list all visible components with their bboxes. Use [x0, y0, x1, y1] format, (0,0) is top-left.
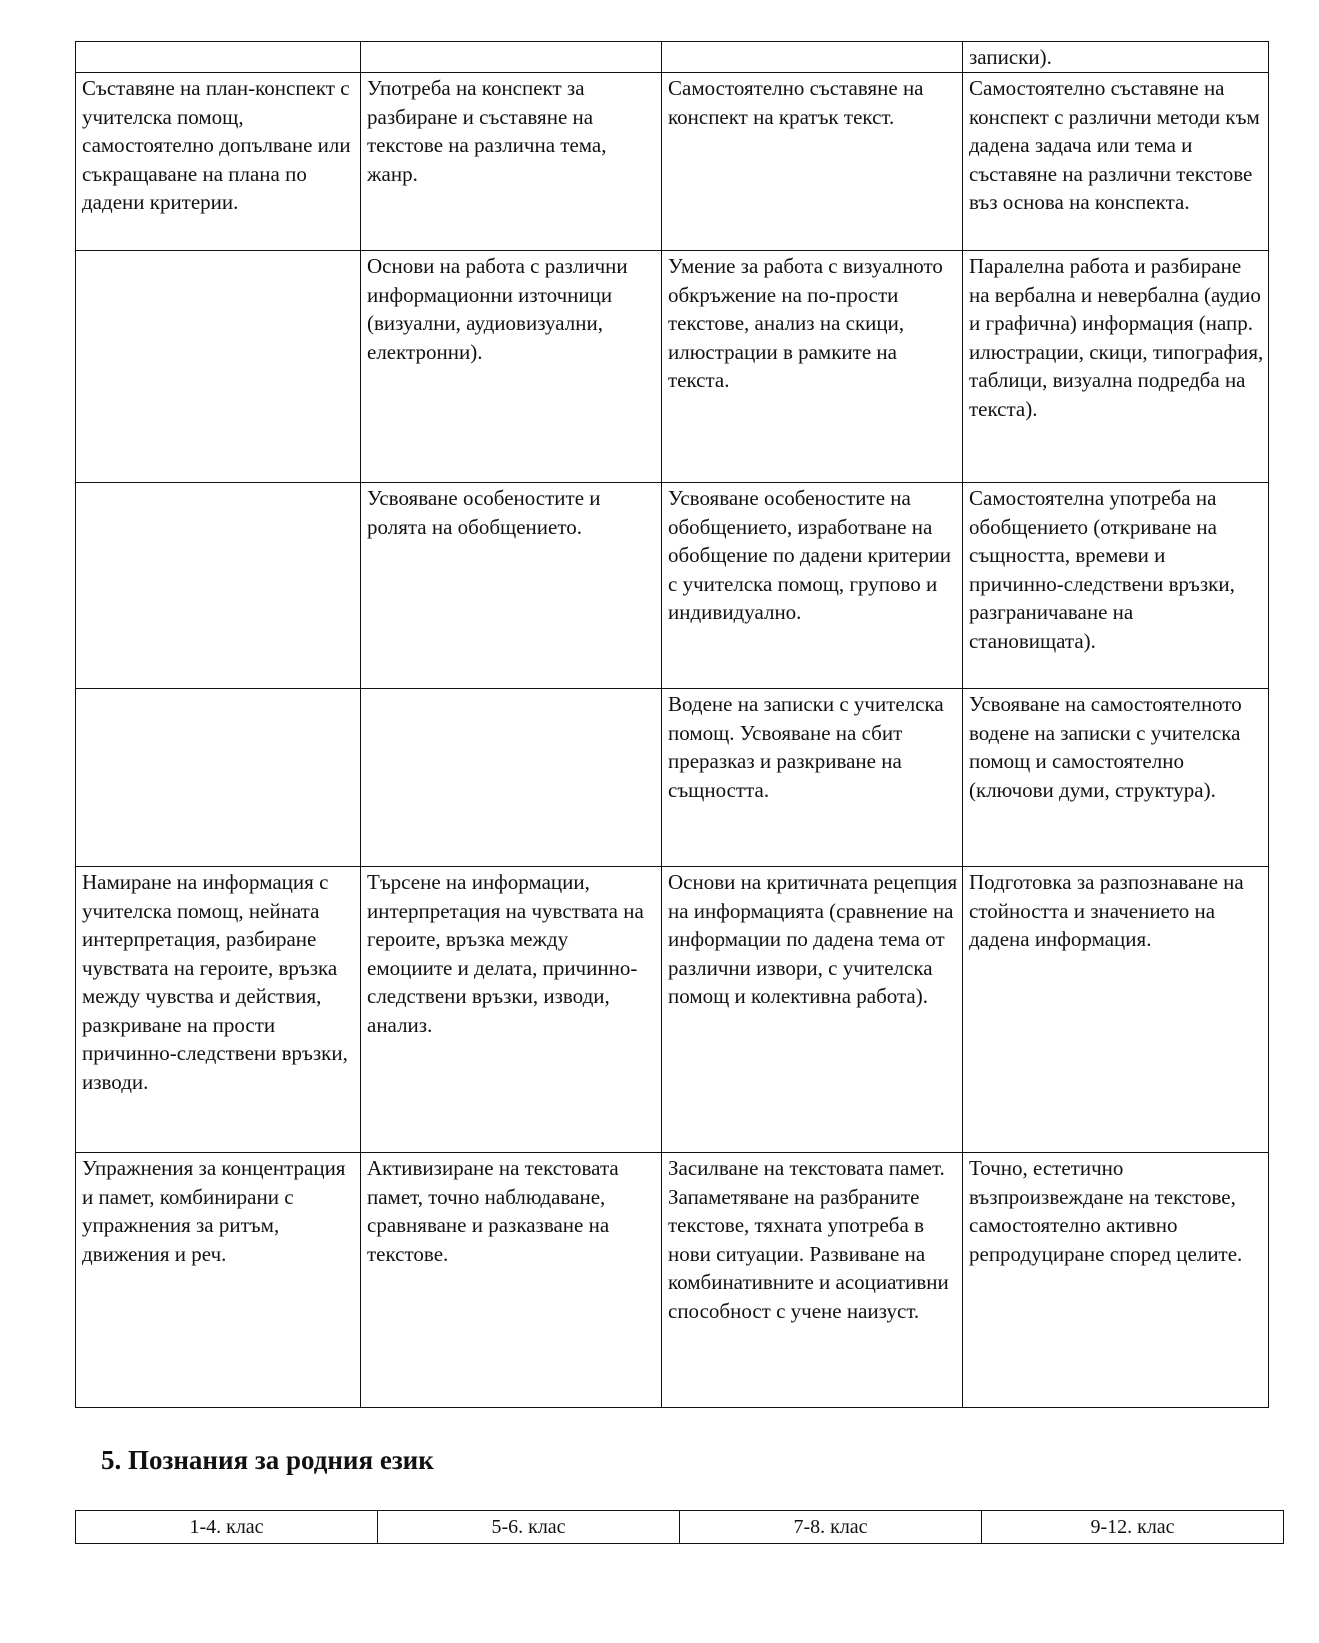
table-cell: Паралелна работа и разбиране на вербална и невербална (аудио и графична) информация (напр. илюстрации, скици, типография, таблици, визуална подредба на текста).	[963, 251, 1269, 483]
table-cell	[76, 251, 361, 483]
table-cell	[662, 42, 963, 73]
table-cell: Умение за работа с визуалното обкръжение на по-прости текстове, анализ на скици, илюстрации в рамките на текста.	[662, 251, 963, 483]
table-cell: Съставяне на план-конспект с учителска помощ, самостоятелно допълване или съкращаване на плана по дадени критерии.	[76, 73, 361, 251]
table-cell: Подготовка за разпознаване на стойността и значението на дадена информация.	[963, 867, 1269, 1153]
table-cell: Основи на работа с различни информационни източници (визуални, аудиовизуални, електронни).	[361, 251, 662, 483]
table-cell	[361, 689, 662, 867]
table-row	[76, 73, 1269, 251]
table-cell	[76, 483, 361, 689]
table-row	[76, 689, 1269, 867]
table-cell: записки).	[963, 42, 1269, 73]
table-cell: Употреба на конспект за разбиране и съставяне на текстове на различна тема, жанр.	[361, 73, 662, 251]
table-cell: Упражнения за концентрация и памет, комбинирани с упражнения за ритъм, движения и реч.	[76, 1153, 361, 1408]
table-cell	[361, 42, 662, 73]
table-cell: Усвояване на самостоятелното водене на записки с учителска помощ и самостоятелно (ключови думи, структура).	[963, 689, 1269, 867]
table-cell: Точно, естетично възпроизвеждане на текстове, самостоятелно активно репродуциране според целите.	[963, 1153, 1269, 1408]
section-heading: 5. Познания за родния език	[101, 1445, 434, 1475]
grade-column-header: 9-12. клас	[982, 1511, 1284, 1544]
table-cell: Търсене на информации, интерпретация на чувствата на героите, връзка между емоциите и делата, причинно-следствени връзки, изводи, анализ.	[361, 867, 662, 1153]
table-cell: Водене на записки с учителска помощ. Усвояване на сбит преразказ и разкриване на същността.	[662, 689, 963, 867]
table-cell: Засилване на текстовата памет. Запаметяване на разбраните текстове, тяхната употреба в нови ситуации. Развиване на комбинативните и асоциативни способност с учене наизуст.	[662, 1153, 963, 1408]
grade-column-header: 5-6. клас	[378, 1511, 680, 1544]
table-cell	[76, 42, 361, 73]
grade-column-header: 7-8. клас	[680, 1511, 982, 1544]
table-cell: Активизиране на текстовата памет, точно наблюдаване, сравняване и разказване на текстове.	[361, 1153, 662, 1408]
table-cell: Самостоятелно съставяне на конспект с различни методи към дадена задача или тема и съставяне на различни текстове въз основа на конспекта.	[963, 73, 1269, 251]
table-row	[76, 1511, 1284, 1544]
table-row	[76, 867, 1269, 1153]
grade-column-header: 1-4. клас	[76, 1511, 378, 1544]
table-cell: Самостоятелна употреба на обобщението (откриване на същността, времеви и причинно-следствени връзки, разграничаване на становищата).	[963, 483, 1269, 689]
table-cell: Самостоятелно съставяне на конспект на кратък текст.	[662, 73, 963, 251]
table-cell: Намиране на информация с учителска помощ, нейната интерпретация, разбиране чувствата на героите, връзка между чувства и действия, разкриване на прости причинно-следствени връзки, изводи.	[76, 867, 361, 1153]
table-row	[76, 251, 1269, 483]
table-row	[76, 483, 1269, 689]
competency-table	[75, 41, 1269, 1408]
table-row	[76, 1153, 1269, 1408]
table-cell: Усвояване особеностите и ролята на обобщението.	[361, 483, 662, 689]
table-cell	[76, 689, 361, 867]
table-cell: Усвояване особеностите на обобщението, изработване на обобщение по дадени критерии с учителска помощ, групово и индивидуално.	[662, 483, 963, 689]
table-row	[76, 42, 1269, 73]
table-cell: Основи на критичната рецепция на информацията (сравнение на информации по дадена тема от различни извори, с учителска помощ и колективна работа).	[662, 867, 963, 1153]
grade-header-table	[75, 1510, 1284, 1544]
